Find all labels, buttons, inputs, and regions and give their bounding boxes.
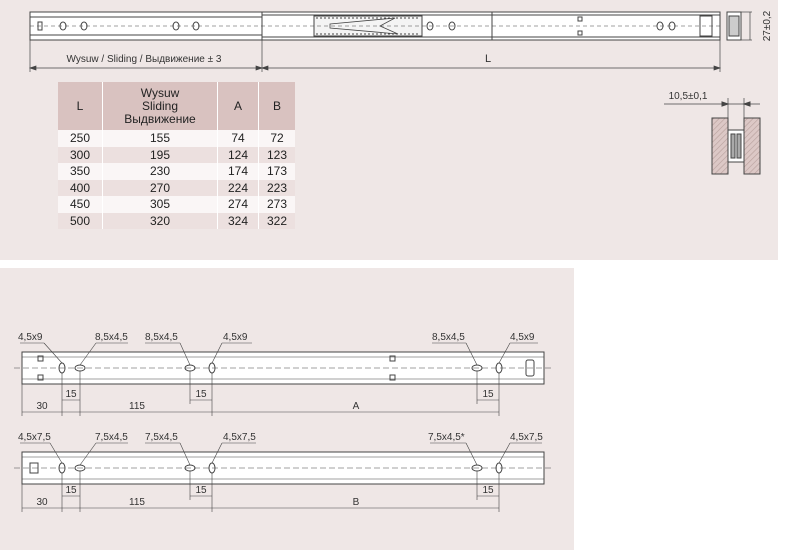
cell-sliding: 195 bbox=[102, 147, 217, 164]
table-row bbox=[58, 163, 295, 180]
rail-a-slot-dim: 15 bbox=[482, 389, 494, 400]
header-sliding bbox=[102, 82, 217, 130]
rail-a-hole-label: 4,5x9 bbox=[510, 332, 535, 343]
table-row bbox=[58, 130, 295, 147]
cell-sliding: 270 bbox=[102, 180, 217, 197]
rail-a-span-dim: A bbox=[352, 401, 360, 412]
rail-a-drawing bbox=[14, 343, 552, 416]
cell-b: 72 bbox=[258, 130, 295, 147]
rail-b-slot-dim: 15 bbox=[482, 485, 494, 496]
rail-b-span-dim: B bbox=[352, 497, 360, 508]
cell-a: 224 bbox=[217, 180, 258, 197]
cell-l: 350 bbox=[58, 163, 102, 180]
table-row bbox=[58, 213, 295, 230]
rail-a-hole-label: 8,5x4,5 bbox=[145, 332, 178, 343]
cell-sliding: 320 bbox=[102, 213, 217, 230]
length-dimension-label: L bbox=[484, 53, 492, 65]
cell-sliding: 305 bbox=[102, 196, 217, 213]
cross-section-detail bbox=[664, 98, 760, 174]
thickness-dimension-label: 10,5±0,1 bbox=[668, 91, 708, 102]
rail-b-drawing bbox=[14, 443, 552, 512]
header-sliding-en: Sliding bbox=[141, 98, 179, 113]
cell-b: 223 bbox=[258, 180, 295, 197]
rail-b-slot-dim: 15 bbox=[195, 485, 207, 496]
table-row bbox=[58, 147, 295, 164]
rail-b-hole-label: 4,5x7,5 bbox=[223, 432, 256, 443]
cell-l: 400 bbox=[58, 180, 102, 197]
rail-b-offset-dim: 30 bbox=[36, 497, 48, 508]
height-dimension-label: 27±0,2 bbox=[762, 10, 773, 42]
table-row bbox=[58, 196, 295, 213]
rail-b-slot-dim: 15 bbox=[65, 485, 77, 496]
rail-a-slot-dim: 15 bbox=[65, 389, 77, 400]
rail-a-hole-label: 4,5x9 bbox=[18, 332, 43, 343]
rail-b-hole-label: 7,5x4,5 bbox=[145, 432, 178, 443]
cell-l: 250 bbox=[58, 130, 102, 147]
rail-a-slot-dim: 15 bbox=[195, 389, 207, 400]
rail-b-hole-label: 7,5x4,5 bbox=[95, 432, 128, 443]
header-sliding-pl: Wysuw bbox=[140, 85, 180, 100]
cell-a: 74 bbox=[217, 130, 258, 147]
cell-l: 300 bbox=[58, 147, 102, 164]
cell-sliding: 230 bbox=[102, 163, 217, 180]
rail-b-hole-label: 7,5x4,5* bbox=[428, 432, 465, 443]
cell-b: 123 bbox=[258, 147, 295, 164]
table-row bbox=[58, 180, 295, 197]
cell-a: 274 bbox=[217, 196, 258, 213]
spec-table bbox=[58, 82, 295, 229]
cell-sliding: 155 bbox=[102, 130, 217, 147]
rail-b-hole-label: 4,5x7,5 bbox=[18, 432, 51, 443]
header-l: L bbox=[58, 82, 102, 130]
cell-b: 173 bbox=[258, 163, 295, 180]
cell-a: 174 bbox=[217, 163, 258, 180]
cell-a: 324 bbox=[217, 213, 258, 230]
rail-b-pitch-dim: 115 bbox=[129, 497, 145, 508]
header-sliding-ru: Выдвижение bbox=[124, 111, 196, 126]
slide-side-view bbox=[30, 12, 752, 40]
sliding-dimension-label: Wysuw / Sliding / Выдвижение ± 3 bbox=[66, 54, 222, 65]
cell-l: 500 bbox=[58, 213, 102, 230]
cell-a: 124 bbox=[217, 147, 258, 164]
rail-a-offset-dim: 30 bbox=[36, 401, 48, 412]
cell-b: 322 bbox=[258, 213, 295, 230]
table-header-row bbox=[58, 82, 295, 130]
cell-l: 450 bbox=[58, 196, 102, 213]
rail-b-hole-label: 4,5x7,5 bbox=[510, 432, 543, 443]
header-a: A bbox=[217, 82, 258, 130]
rail-a-hole-label: 4,5x9 bbox=[223, 332, 248, 343]
cell-b: 273 bbox=[258, 196, 295, 213]
rail-a-hole-label: 8,5x4,5 bbox=[432, 332, 465, 343]
header-b: B bbox=[258, 82, 295, 130]
rail-a-hole-label: 8,5x4,5 bbox=[95, 332, 128, 343]
rail-a-pitch-dim: 115 bbox=[129, 401, 145, 412]
